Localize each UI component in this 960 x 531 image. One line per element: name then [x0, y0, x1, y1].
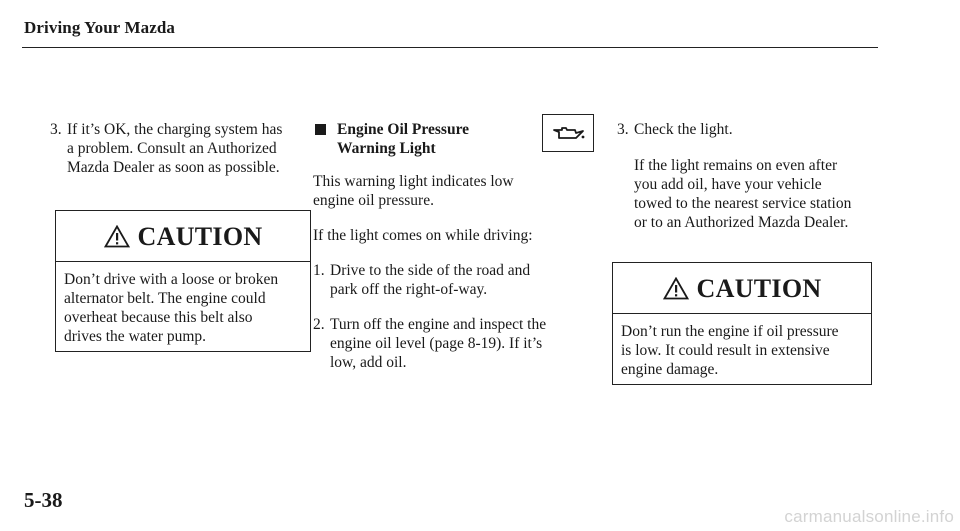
text-line: a problem. Consult an Authorized — [67, 140, 277, 157]
caution-box — [55, 210, 311, 352]
text-line: drives the water pump. — [64, 328, 207, 345]
list-item — [313, 315, 603, 372]
caution-heading — [613, 263, 871, 313]
text-line: engine oil pressure. — [313, 192, 434, 209]
text-line: towed to the nearest service station — [634, 195, 852, 212]
text-line: If the light remains on even after — [634, 157, 838, 174]
item-number: 3. — [617, 121, 629, 138]
item-number: 3. — [50, 121, 62, 138]
caution-box — [612, 262, 872, 385]
warning-triangle-icon — [663, 277, 689, 300]
item-text: Check the light. — [634, 121, 733, 138]
item-number: 2. — [313, 316, 325, 333]
intro-paragraph — [313, 172, 603, 210]
text-line: Mazda Dealer as soon as possible. — [67, 159, 280, 176]
list-item — [617, 120, 882, 139]
oil-can-icon — [550, 123, 586, 143]
text-line: alternator belt. The engine could — [64, 290, 266, 307]
text-line: Drive to the side of the road and — [330, 262, 531, 279]
caution-title: CAUTION — [696, 273, 822, 303]
text-line: Turn off the engine and inspect the — [330, 316, 547, 333]
text-line: is low. It could result in extensive — [621, 342, 830, 359]
column-2 — [313, 120, 603, 372]
text-line: park off the right-of-way. — [330, 281, 488, 298]
watermark: carmanualsonline.info — [784, 507, 954, 526]
text-line: Don’t run the engine if oil pressure — [621, 323, 839, 340]
header-rule — [22, 47, 878, 48]
text-line: If it’s OK, the charging system has — [67, 121, 283, 138]
bullet-square — [315, 124, 326, 135]
text-line: low, add oil. — [330, 354, 407, 371]
warning-triangle-icon — [104, 225, 130, 248]
caution-body — [56, 261, 310, 351]
text-line: you add oil, have your vehicle — [634, 176, 822, 193]
text-line: This warning light indicates low — [313, 173, 514, 190]
caution-body — [613, 313, 871, 384]
condition-text: If the light comes on while driving: — [313, 227, 533, 244]
item-number: 1. — [313, 262, 325, 279]
item-text — [330, 261, 603, 299]
caution-title: CAUTION — [137, 221, 263, 251]
list-item — [313, 261, 603, 299]
text-line: or to an Authorized Mazda Dealer. — [634, 214, 849, 231]
list-item — [50, 120, 312, 177]
column-3 — [617, 120, 882, 385]
text-line: engine oil level (page 8-19). If it’s — [330, 335, 543, 352]
page-number: 5-38 — [24, 488, 63, 512]
column-1 — [50, 120, 312, 352]
page-header: Driving Your Mazda — [24, 18, 176, 37]
item-text — [67, 120, 312, 177]
caution-heading — [56, 211, 310, 261]
warning-lamp-box — [542, 114, 594, 152]
item-text — [330, 315, 603, 372]
text-line: overheat because this belt also — [64, 309, 253, 326]
section-heading — [313, 120, 603, 158]
text-line: Don’t drive with a loose or broken — [64, 271, 279, 288]
section-title — [337, 120, 522, 158]
text-line: engine damage. — [621, 361, 719, 378]
title-line: Warning Light — [337, 140, 436, 157]
title-line: Engine Oil Pressure — [337, 121, 470, 138]
paragraph — [634, 156, 882, 232]
